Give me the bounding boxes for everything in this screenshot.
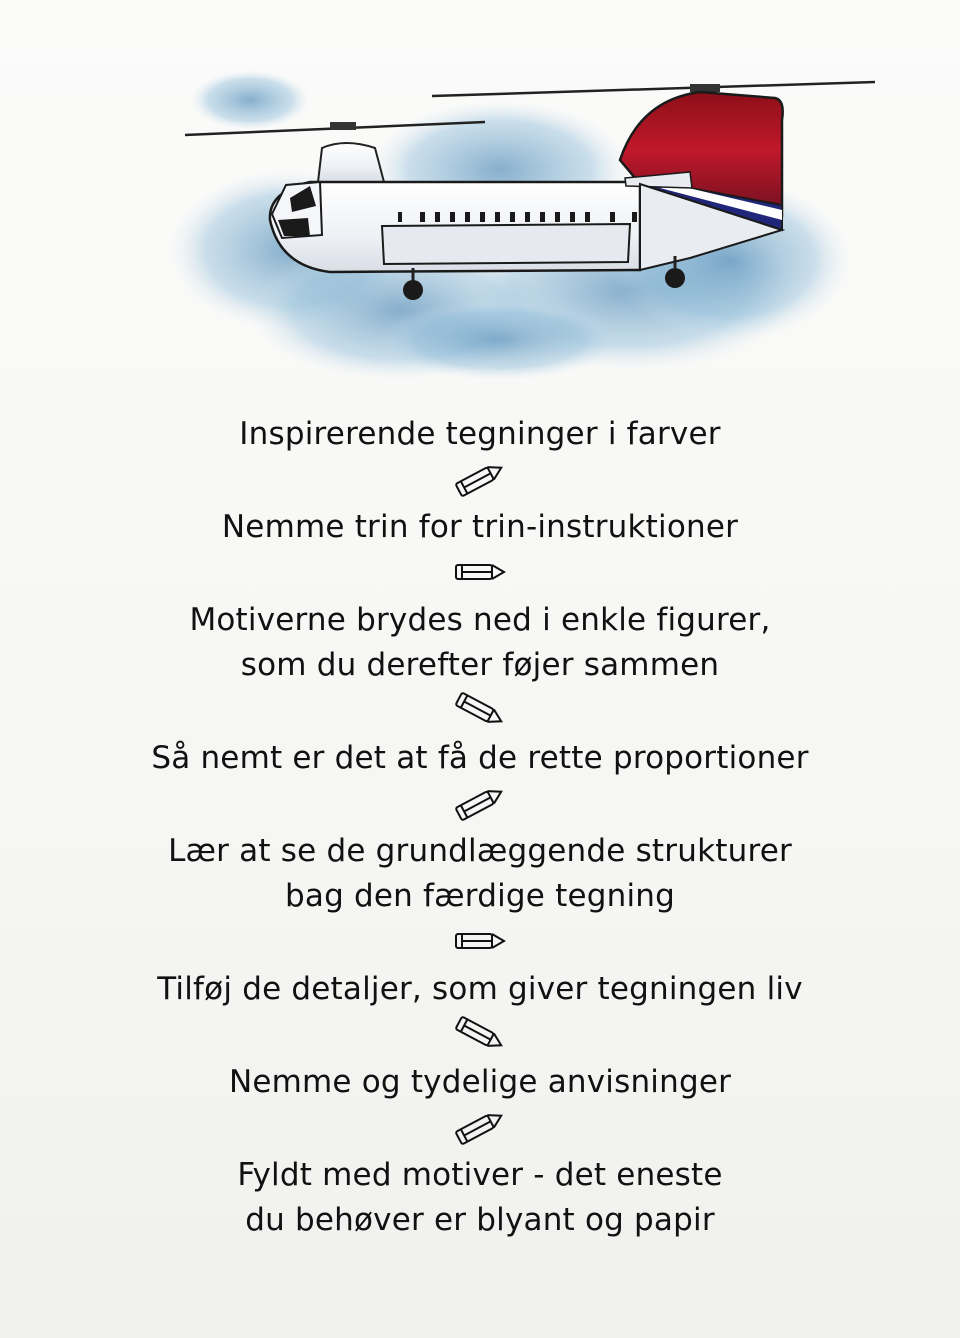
feature-line-8a: Fyldt med motiver - det eneste [237,1157,723,1193]
feature-line-1: Inspirerende tegninger i farver [239,416,721,452]
feature-line-6: Tilføj de detaljer, som giver tegningen liv [157,971,803,1007]
pencil-icon [0,552,960,594]
feature-line-2: Nemme trin for trin-instruktioner [221,509,739,545]
pencil-icon [0,1107,960,1149]
feature-line-5a: Lær at se de grundlæggende strukturer [168,833,792,869]
pencil-icon [0,921,960,963]
pencil-icon [0,459,960,501]
feature-line-7: Nemme og tydelige anvisninger [228,1064,732,1100]
helicopter-illustration [170,60,890,390]
feature-line-4: Så nemt er det at få de rette proportioner [151,740,809,776]
pencil-icon [0,690,960,732]
feature-line-5b: bag den færdige tegning [285,878,675,914]
feature-list [0,412,960,1243]
feature-line-3a: Motiverne brydes ned i enkle figurer, [189,602,771,638]
feature-line-3b: som du derefter føjer sammen [240,647,720,683]
pencil-icon [0,1014,960,1056]
pencil-icon [0,783,960,825]
feature-line-8b: du behøver er blyant og papir [245,1202,715,1238]
